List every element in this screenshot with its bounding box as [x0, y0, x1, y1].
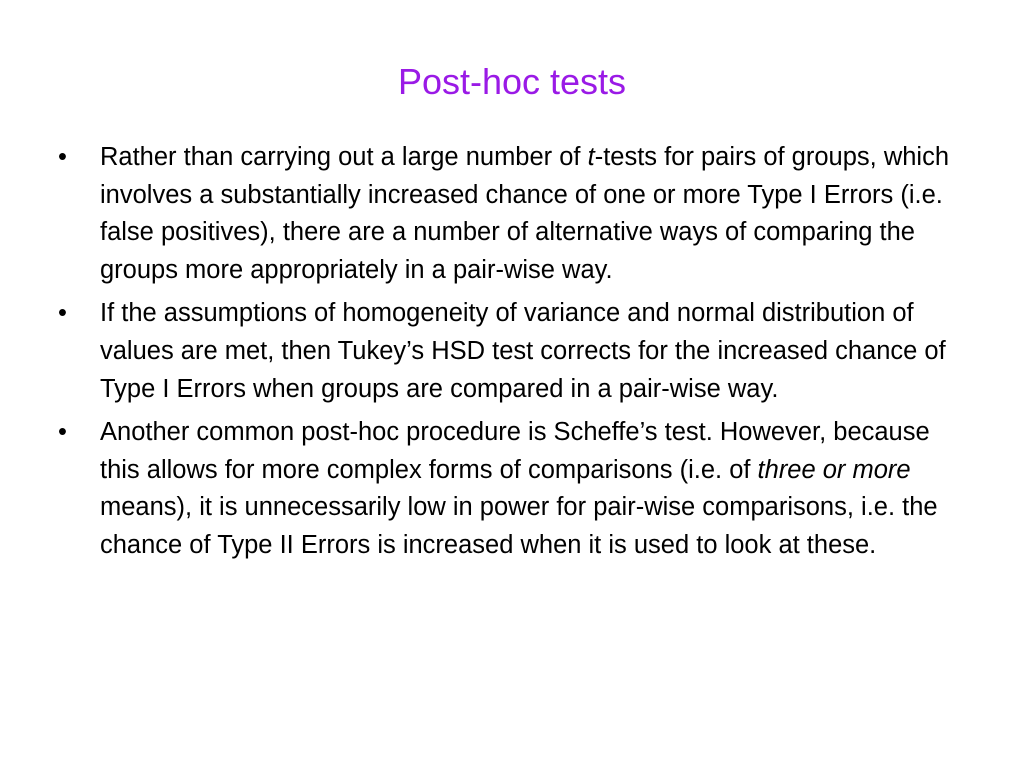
slide-title: Post-hoc tests	[397, 61, 627, 102]
bullet-marker: •	[58, 143, 67, 171]
bullet-text-segment: If the assumptions of homogeneity of variance and normal distribution of values are met, then Tukey’s HSD test corrects for the increased chance of Type I Errors when groups are compared in a pair-wise way.	[100, 299, 946, 403]
bullet-marker: •	[58, 299, 67, 328]
bullet-item	[56, 414, 971, 564]
bullet-text-segment: means), it is unnecessarily low in power for pair-wise comparisons, i.e. the chance of Type II Errors is increased when it is used to look at these.	[100, 493, 938, 559]
bullet-text-italic-segment: t	[587, 143, 595, 171]
bullet-text-segment: -tests for pairs of groups, which involves a substantially increased chance of one or more Type I Errors (i.e. false positives), there are a number of alternative ways of comparing the groups more appropriately in a pair-wise way.	[100, 143, 950, 284]
bullet-list	[56, 139, 971, 571]
bullet-text-italic-segment: three or more	[757, 455, 911, 484]
bullet-marker: •	[58, 418, 67, 447]
bullet-text-segment: Another common post-hoc procedure is Scheffe’s test. However, because this allows for more complex forms of comparisons (i.e. of	[100, 418, 930, 484]
bullet-item	[56, 139, 971, 289]
bullet-text-segment: Rather than carrying out a large number of	[100, 143, 588, 171]
bullet-item	[56, 295, 971, 408]
